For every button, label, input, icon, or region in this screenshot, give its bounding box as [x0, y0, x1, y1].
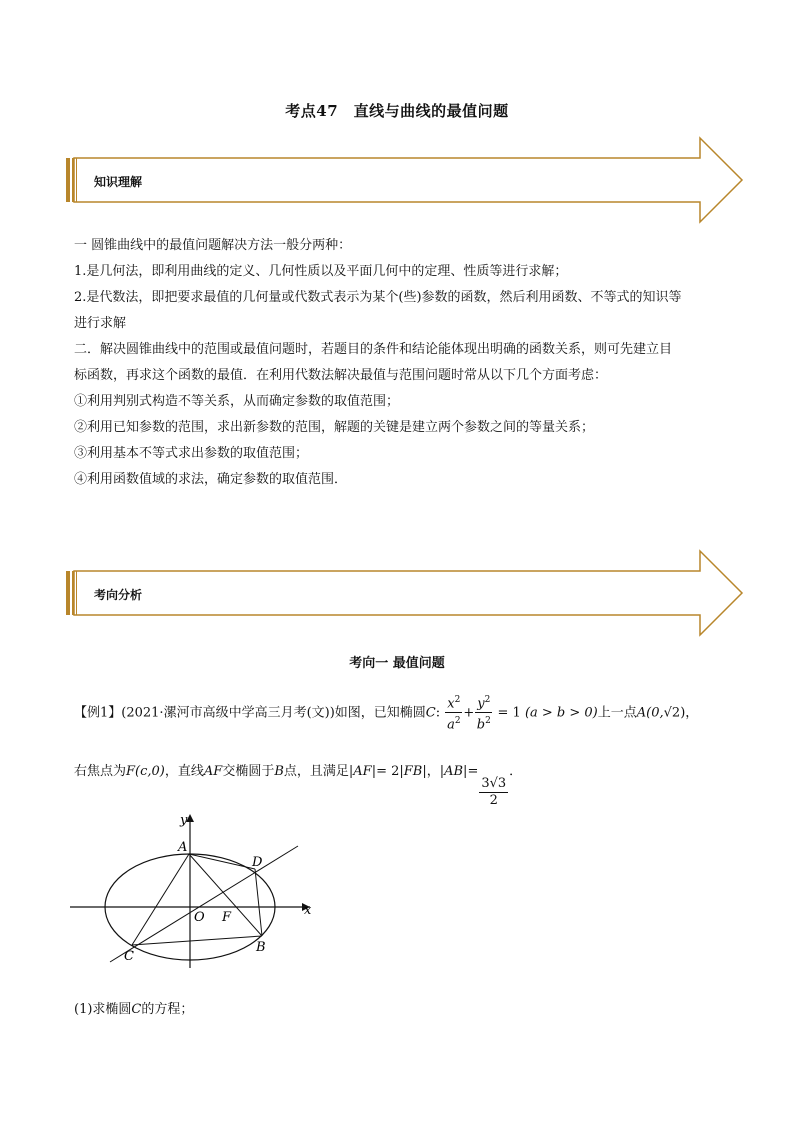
- math-var: |AB|: [439, 764, 468, 779]
- text-line: ②利用已知参数的范围，求出新参数的范围，解题的关键是建立两个参数之间的等量关系；: [74, 420, 595, 435]
- text-span: 右焦点为: [74, 764, 127, 779]
- math-exp: 2: [484, 695, 491, 705]
- math-exp: 2: [454, 695, 461, 705]
- text-line: 标函数，再求这个函数的最值．在利用代数法解决最值与范围问题时常从以下几个方面考虑：: [74, 368, 608, 383]
- math-exp: 2: [454, 716, 461, 727]
- banner-label: 考向分析: [94, 588, 143, 602]
- fraction: [475, 692, 492, 734]
- arrow-banner-icon: [66, 136, 746, 224]
- knowledge-banner: [66, 136, 746, 224]
- fig-label-d: D: [252, 855, 263, 870]
- text-line: 二．解决圆锥曲线中的范围或最值问题时，若题目的条件和结论能体现出明确的函数关系，则可先建立目: [74, 342, 673, 357]
- math-var: x: [447, 696, 455, 712]
- fig-label-a: A: [178, 840, 188, 855]
- math-exp: 2: [485, 716, 491, 727]
- math-var: |FB|: [399, 764, 427, 779]
- math-op: =: [467, 764, 479, 779]
- math-var: y: [477, 696, 485, 712]
- arrow-banner-icon: [66, 549, 746, 637]
- page-title: 考点47 直线与曲线的最值问题: [285, 102, 509, 120]
- math-op: = 2: [376, 764, 400, 779]
- math-var: a: [447, 717, 455, 733]
- math-op: :: [435, 705, 441, 721]
- math-den: 2: [489, 793, 498, 808]
- knowledge-section: [74, 233, 724, 493]
- math-op: +: [463, 705, 475, 721]
- math-var: C: [425, 705, 436, 721]
- text-line: 进行求解: [74, 316, 127, 331]
- fig-label-b: B: [256, 940, 266, 955]
- fig-label-c: C: [124, 949, 134, 964]
- text-span: ，: [426, 764, 440, 779]
- section-heading: 考向一 最值问题: [349, 656, 445, 671]
- text-span: 交椭圆于: [222, 764, 275, 779]
- fig-label-f: F: [222, 910, 232, 925]
- fig-label-o: O: [194, 910, 205, 925]
- text-span: 点，且满足: [283, 764, 349, 779]
- example-line-2: [74, 760, 754, 809]
- text-span: 的方程；: [141, 1002, 194, 1017]
- text-span: 上一点: [597, 705, 637, 721]
- example-source: (2021·漯河市高级中学高三月考(文))如图，已知椭圆: [121, 705, 426, 721]
- text-span: ．: [509, 764, 523, 779]
- text-line: 一 圆锥曲线中的最值问题解决方法一般分两种：: [74, 238, 352, 253]
- math-op: )，: [680, 705, 699, 721]
- ellipse-diagram: [70, 810, 330, 970]
- banner-label: 知识理解: [94, 175, 143, 189]
- math-num: 3√3: [481, 776, 507, 791]
- math-var: |AF|: [348, 764, 377, 779]
- analysis-banner: [66, 549, 746, 637]
- example-tag: 【例1】: [74, 705, 122, 721]
- math-var: b: [476, 717, 486, 733]
- ellipse-figure: [70, 810, 330, 974]
- fraction: [445, 692, 462, 734]
- math-var: B: [274, 764, 284, 779]
- example-line-1: [74, 692, 754, 734]
- text-span: ，直线: [164, 764, 204, 779]
- fig-label-y: y: [180, 813, 188, 828]
- fig-label-x: x: [304, 903, 312, 918]
- fraction: [479, 776, 508, 809]
- text-line: 1.是几何法，即利用曲线的定义、几何性质以及平面几何中的定理、性质等进行求解；: [74, 264, 568, 279]
- text-line: ③利用基本不等式求出参数的取值范围；: [74, 446, 309, 461]
- math-var: F(c,0): [126, 764, 165, 779]
- text-span: (1)求椭圆: [74, 1002, 132, 1017]
- math-var: AF: [203, 764, 223, 779]
- text-line: ①利用判别式构造不等关系，从而确定参数的取值范围；: [74, 394, 400, 409]
- math-sqrt: √2: [663, 705, 681, 721]
- text-line: ④利用函数值域的求法，确定参数的取值范围．: [74, 472, 348, 487]
- math-cond: (a > b > 0): [524, 705, 598, 721]
- math-var: A(0,: [636, 705, 664, 721]
- math-op: = 1: [497, 705, 521, 721]
- math-var: C: [131, 1002, 142, 1017]
- text-line: 2.是代数法，即把要求最值的几何量或代数式表示为某个(些)参数的函数，然后利用函数、不等式的知识等: [74, 290, 682, 305]
- question-1: [74, 998, 193, 1017]
